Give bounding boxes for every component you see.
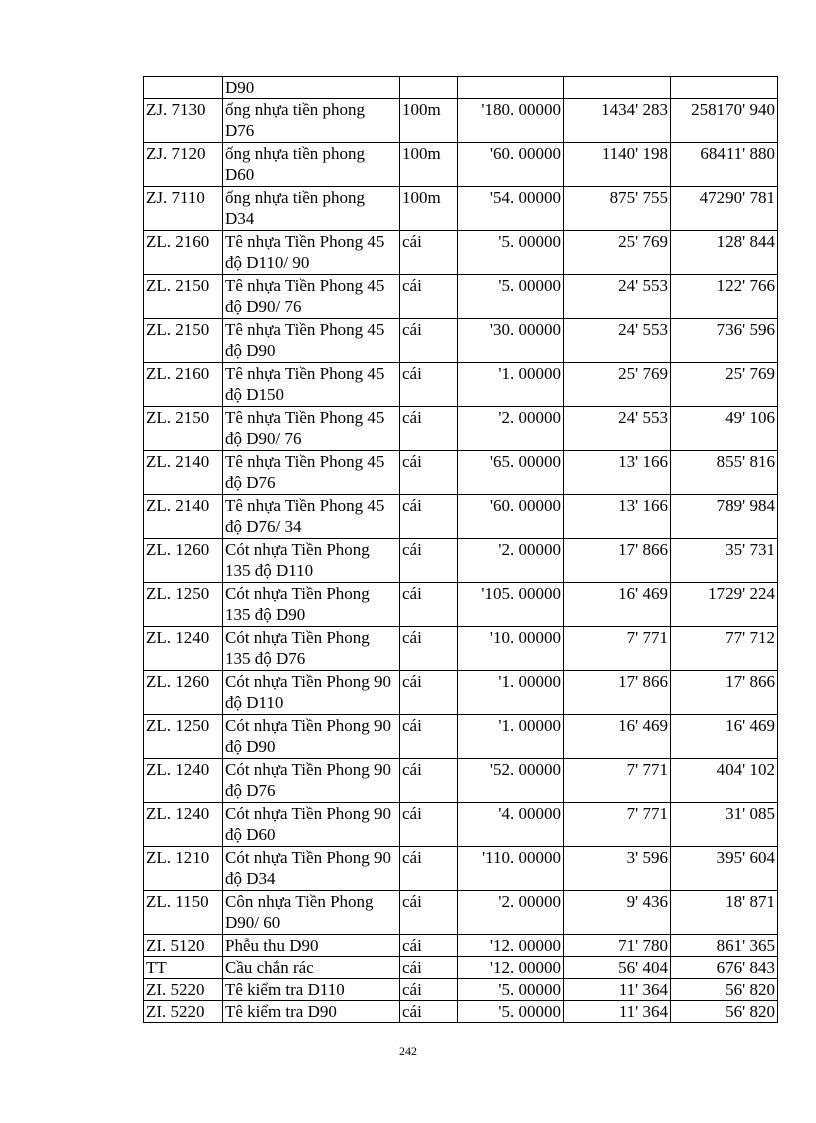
item-code: ZL. 2150	[144, 319, 223, 363]
item-code	[144, 77, 223, 99]
item-code: ZL. 2140	[144, 495, 223, 539]
item-unit: cái	[400, 715, 458, 759]
item-code: ZL. 1240	[144, 627, 223, 671]
item-unit: cái	[400, 891, 458, 935]
cost-estimate-table	[143, 76, 778, 1023]
item-unit: 100m	[400, 99, 458, 143]
item-amount: 25' 769	[671, 363, 778, 407]
item-unit-price: 11' 364	[564, 979, 671, 1001]
item-quantity: '30. 00000	[458, 319, 564, 363]
item-quantity: '5. 00000	[458, 1001, 564, 1023]
item-unit-price: 25' 769	[564, 363, 671, 407]
table-row	[144, 891, 778, 935]
item-unit-price: 13' 166	[564, 495, 671, 539]
item-quantity: '2. 00000	[458, 539, 564, 583]
item-unit: cái	[400, 803, 458, 847]
item-quantity: '12. 00000	[458, 935, 564, 957]
item-name: Cót nhựa Tiền Phong 135 độ D90	[223, 583, 400, 627]
item-unit: 100m	[400, 187, 458, 231]
item-unit-price: 1434' 283	[564, 99, 671, 143]
item-name: Tê nhựa Tiền Phong 45 độ D90/ 76	[223, 275, 400, 319]
item-code: ZL. 1150	[144, 891, 223, 935]
item-unit-price: 875' 755	[564, 187, 671, 231]
item-amount: 35' 731	[671, 539, 778, 583]
item-unit: cái	[400, 451, 458, 495]
item-quantity: '2. 00000	[458, 407, 564, 451]
item-unit-price: 7' 771	[564, 627, 671, 671]
item-unit-price: 16' 469	[564, 583, 671, 627]
item-name: Cót nhựa Tiền Phong 90 độ D76	[223, 759, 400, 803]
table-row	[144, 495, 778, 539]
item-unit: cái	[400, 627, 458, 671]
item-amount: 395' 604	[671, 847, 778, 891]
item-code: ZL. 1240	[144, 759, 223, 803]
item-quantity: '4. 00000	[458, 803, 564, 847]
item-quantity: '180. 00000	[458, 99, 564, 143]
item-quantity: '1. 00000	[458, 671, 564, 715]
item-amount: 676' 843	[671, 957, 778, 979]
item-quantity: '105. 00000	[458, 583, 564, 627]
item-unit: cái	[400, 539, 458, 583]
item-code: ZL. 1250	[144, 583, 223, 627]
table-row	[144, 759, 778, 803]
table-row	[144, 935, 778, 957]
item-name: ống nhựa tiền phong D60	[223, 143, 400, 187]
item-code: ZI. 5220	[144, 1001, 223, 1023]
item-name: Cầu chắn rác	[223, 957, 400, 979]
item-unit: 100m	[400, 143, 458, 187]
item-code: ZJ. 7110	[144, 187, 223, 231]
item-unit-price: 1140' 198	[564, 143, 671, 187]
item-amount: 47290' 781	[671, 187, 778, 231]
table-row	[144, 1001, 778, 1023]
item-unit-price: 17' 866	[564, 539, 671, 583]
item-code: ZL. 1240	[144, 803, 223, 847]
item-amount: 1729' 224	[671, 583, 778, 627]
item-code: ZL. 2160	[144, 231, 223, 275]
item-name: ống nhựa tiền phong D76	[223, 99, 400, 143]
item-unit: cái	[400, 759, 458, 803]
item-quantity: '1. 00000	[458, 715, 564, 759]
item-name: Cót nhựa Tiền Phong 135 độ D110	[223, 539, 400, 583]
item-amount: 258170' 940	[671, 99, 778, 143]
table-row	[144, 583, 778, 627]
item-code: TT	[144, 957, 223, 979]
item-name: D90	[223, 77, 400, 99]
item-name: Tê nhựa Tiền Phong 45 độ D110/ 90	[223, 231, 400, 275]
table-row	[144, 275, 778, 319]
item-amount: 404' 102	[671, 759, 778, 803]
item-name: Côn nhựa Tiền Phong D90/ 60	[223, 891, 400, 935]
item-name: Tê nhựa Tiền Phong 45 độ D90/ 76	[223, 407, 400, 451]
item-code: ZL. 1260	[144, 671, 223, 715]
item-unit: cái	[400, 847, 458, 891]
item-code: ZL. 1260	[144, 539, 223, 583]
item-unit: cái	[400, 231, 458, 275]
item-unit: cái	[400, 363, 458, 407]
item-amount: 861' 365	[671, 935, 778, 957]
item-unit: cái	[400, 319, 458, 363]
item-quantity: '52. 00000	[458, 759, 564, 803]
item-quantity: '10. 00000	[458, 627, 564, 671]
item-unit-price: 16' 469	[564, 715, 671, 759]
item-name: Cót nhựa Tiền Phong 90 độ D34	[223, 847, 400, 891]
item-unit-price: 24' 553	[564, 407, 671, 451]
item-amount: 128' 844	[671, 231, 778, 275]
item-amount: 31' 085	[671, 803, 778, 847]
table-row	[144, 979, 778, 1001]
item-name: Cót nhựa Tiền Phong 90 độ D60	[223, 803, 400, 847]
item-unit-price: 25' 769	[564, 231, 671, 275]
item-quantity: '5. 00000	[458, 979, 564, 1001]
item-unit	[400, 77, 458, 99]
item-amount: 18' 871	[671, 891, 778, 935]
item-amount: 17' 866	[671, 671, 778, 715]
item-unit-price: 56' 404	[564, 957, 671, 979]
item-quantity: '12. 00000	[458, 957, 564, 979]
item-code: ZL. 2150	[144, 407, 223, 451]
item-amount: 855' 816	[671, 451, 778, 495]
item-name: Cót nhựa Tiền Phong 135 độ D76	[223, 627, 400, 671]
table-body	[144, 77, 778, 1023]
item-quantity: '60. 00000	[458, 143, 564, 187]
table-row	[144, 231, 778, 275]
item-unit-price: 9' 436	[564, 891, 671, 935]
item-unit: cái	[400, 275, 458, 319]
item-name: Cót nhựa Tiền Phong 90 độ D110	[223, 671, 400, 715]
item-quantity: '110. 00000	[458, 847, 564, 891]
table-row	[144, 847, 778, 891]
page-number: 242	[399, 1044, 417, 1058]
item-unit: cái	[400, 583, 458, 627]
item-name: Cót nhựa Tiền Phong 90 độ D90	[223, 715, 400, 759]
table-row	[144, 363, 778, 407]
item-unit-price: 3' 596	[564, 847, 671, 891]
item-unit-price: 24' 553	[564, 319, 671, 363]
item-code: ZL. 1210	[144, 847, 223, 891]
item-unit: cái	[400, 1001, 458, 1023]
item-amount: 736' 596	[671, 319, 778, 363]
item-code: ZI. 5120	[144, 935, 223, 957]
table-row	[144, 319, 778, 363]
item-code: ZL. 2140	[144, 451, 223, 495]
table-row	[144, 407, 778, 451]
item-unit-price: 71' 780	[564, 935, 671, 957]
table-row	[144, 143, 778, 187]
item-unit-price: 13' 166	[564, 451, 671, 495]
item-unit-price: 7' 771	[564, 759, 671, 803]
table-row	[144, 451, 778, 495]
item-unit: cái	[400, 935, 458, 957]
item-quantity: '2. 00000	[458, 891, 564, 935]
item-amount: 56' 820	[671, 979, 778, 1001]
item-quantity: '5. 00000	[458, 275, 564, 319]
item-amount	[671, 77, 778, 99]
item-name: Phễu thu D90	[223, 935, 400, 957]
item-name: ống nhựa tiền phong D34	[223, 187, 400, 231]
item-code: ZL. 2150	[144, 275, 223, 319]
item-quantity: '65. 00000	[458, 451, 564, 495]
item-unit: cái	[400, 957, 458, 979]
table-row	[144, 77, 778, 99]
item-quantity	[458, 77, 564, 99]
item-name: Tê kiểm tra D90	[223, 1001, 400, 1023]
item-name: Tê nhựa Tiền Phong 45 độ D90	[223, 319, 400, 363]
item-quantity: '60. 00000	[458, 495, 564, 539]
table-row	[144, 803, 778, 847]
table-row	[144, 627, 778, 671]
item-unit: cái	[400, 979, 458, 1001]
table-row	[144, 671, 778, 715]
item-quantity: '1. 00000	[458, 363, 564, 407]
item-name: Tê nhựa Tiền Phong 45 độ D76/ 34	[223, 495, 400, 539]
item-unit-price	[564, 77, 671, 99]
item-unit: cái	[400, 407, 458, 451]
item-unit-price: 7' 771	[564, 803, 671, 847]
item-code: ZI. 5220	[144, 979, 223, 1001]
item-unit: cái	[400, 671, 458, 715]
item-unit: cái	[400, 495, 458, 539]
item-quantity: '54. 00000	[458, 187, 564, 231]
item-code: ZL. 2160	[144, 363, 223, 407]
item-amount: 56' 820	[671, 1001, 778, 1023]
table-row	[144, 187, 778, 231]
item-unit-price: 24' 553	[564, 275, 671, 319]
item-quantity: '5. 00000	[458, 231, 564, 275]
item-name: Tê nhựa Tiền Phong 45 độ D76	[223, 451, 400, 495]
table-row	[144, 957, 778, 979]
item-amount: 68411' 880	[671, 143, 778, 187]
item-code: ZL. 1250	[144, 715, 223, 759]
item-amount: 77' 712	[671, 627, 778, 671]
item-unit-price: 17' 866	[564, 671, 671, 715]
item-unit-price: 11' 364	[564, 1001, 671, 1023]
table-row	[144, 539, 778, 583]
item-name: Tê kiểm tra D110	[223, 979, 400, 1001]
table-row	[144, 99, 778, 143]
item-amount: 16' 469	[671, 715, 778, 759]
item-name: Tê nhựa Tiền Phong 45 độ D150	[223, 363, 400, 407]
item-code: ZJ. 7130	[144, 99, 223, 143]
item-amount: 789' 984	[671, 495, 778, 539]
item-code: ZJ. 7120	[144, 143, 223, 187]
table-row	[144, 715, 778, 759]
item-amount: 122' 766	[671, 275, 778, 319]
item-amount: 49' 106	[671, 407, 778, 451]
